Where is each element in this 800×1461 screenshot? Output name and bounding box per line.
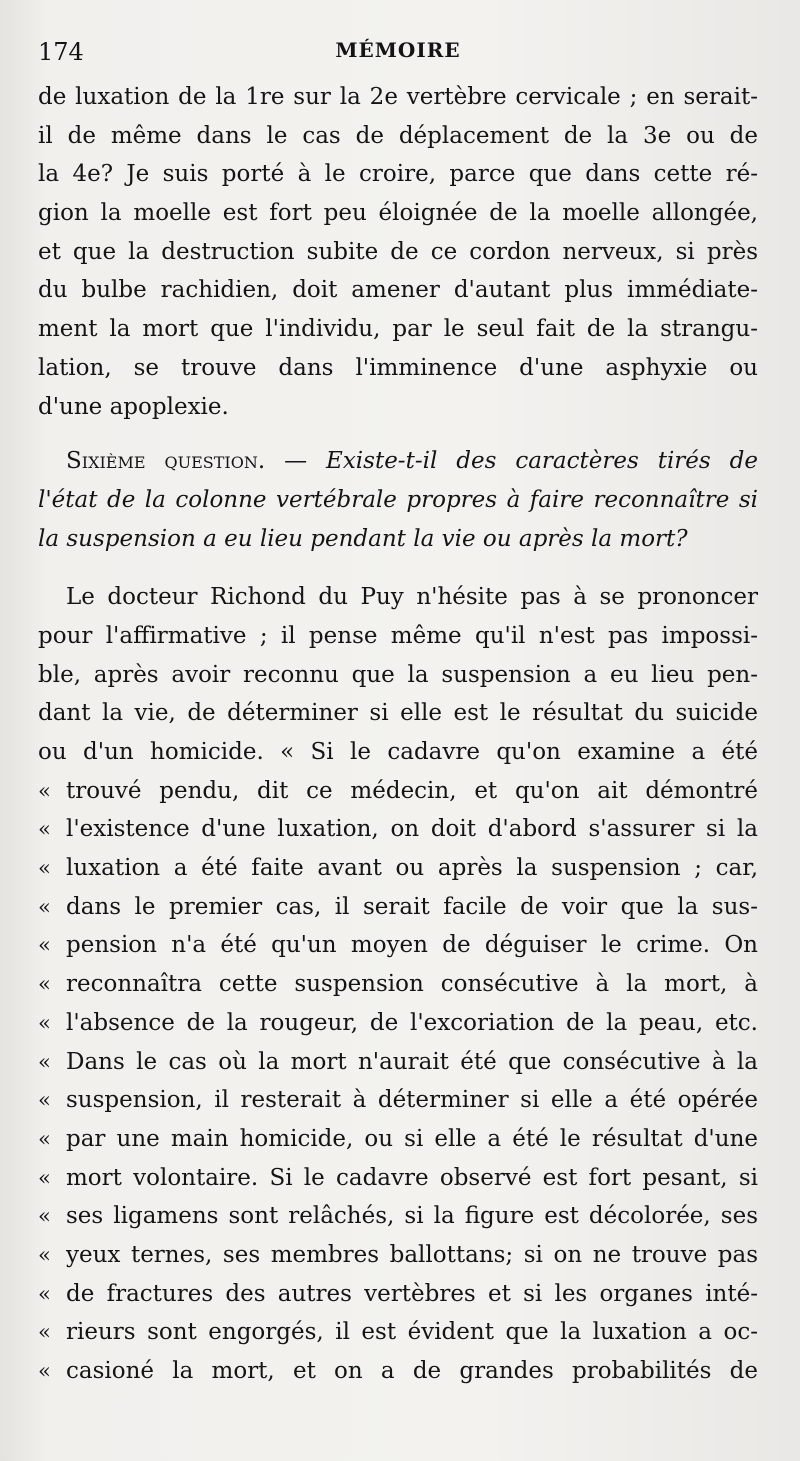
quote-mark: « (38, 894, 51, 919)
text-line: dant la vie, de déterminer si elle est le résultat du suicide (38, 700, 758, 727)
quote-line (38, 926, 758, 965)
quote-mark: « (38, 972, 51, 997)
question-line: l'état de la colonne vertébrale propres à faire reconnaître si (38, 486, 758, 513)
quote-mark: « (38, 778, 51, 803)
quote-line (38, 965, 758, 1004)
quote-mark: « (38, 1126, 51, 1151)
text-line: ment la mort que l'individu, par le seul fait de la strangu- (38, 316, 758, 343)
quote-line (38, 772, 758, 811)
question-heading (38, 442, 758, 558)
quote-text: reconnaîtra cette suspension consécutive à la mort, à (66, 971, 758, 998)
quote-text: rieurs sont engorgés, il est évident que la luxation a oc- (66, 1319, 758, 1346)
text-line: et que la destruction subite de ce cordon nerveux, si près (38, 238, 758, 265)
quote-line (38, 1159, 758, 1198)
quote-text: luxation a été faite avant ou après la suspension ; car, (66, 855, 758, 882)
question-text: Existe-t-il des caractères tirés de (326, 448, 758, 475)
quote-mark: « (38, 1242, 51, 1267)
quote-mark: « (38, 1049, 51, 1074)
text-line: pour l'affirmative ; il pense même qu'il n'est pas impossi- (38, 622, 758, 649)
text-line: ble, après avoir reconnu que la suspension a eu lieu pen- (38, 661, 758, 688)
text-line: de luxation de la 1re sur la 2e vertèbre cervicale ; en serait- (38, 84, 758, 110)
quote-line (38, 1043, 758, 1082)
quote-line (38, 1352, 758, 1391)
quotation (38, 772, 758, 1391)
quote-text: dans le premier cas, il serait facile de voir que la sus- (66, 893, 758, 920)
quote-line (38, 1275, 758, 1314)
question-first-line (38, 442, 758, 481)
quote-line (38, 849, 758, 888)
quote-mark: « (38, 933, 51, 958)
quote-mark: « (38, 1165, 51, 1190)
text-line: lation, se trouve dans l'imminence d'une asphyxie ou (38, 354, 758, 381)
quote-text: l'existence d'une luxation, on doit d'abord s'assurer si la (66, 816, 758, 843)
quote-text: l'absence de la rougeur, de l'excoriation de la peau, etc. (66, 1009, 758, 1036)
quote-line (38, 1120, 758, 1159)
quote-text: casioné la mort, et on a de grandes probabilités de (66, 1358, 758, 1384)
text-line: du bulbe rachidien, doit amener d'autant plus immédiate- (38, 277, 758, 304)
quote-mark: « (38, 1359, 51, 1383)
quote-text: mort volontaire. Si le cadavre observé est fort pesant, si (66, 1164, 758, 1191)
quote-mark: « (38, 1320, 51, 1345)
quote-text: yeux ternes, ses membres ballottans; si on ne trouve pas (66, 1241, 758, 1268)
quote-line (38, 1004, 758, 1043)
quote-mark: « (38, 1204, 51, 1229)
text-line: d'une apoplexie. (38, 393, 229, 420)
quote-text: de fractures des autres vertèbres et si les organes inté- (66, 1280, 758, 1307)
question-label: Sixième question. (66, 448, 266, 475)
quote-text: ses ligamens sont relâchés, si la figure est décolorée, ses (66, 1203, 758, 1230)
text-line: Le docteur Richond du Puy n'hésite pas à se prononcer (66, 584, 758, 611)
quote-text: trouvé pendu, dit ce médecin, et qu'on ait démontré (66, 777, 758, 804)
text-line: gion la moelle est fort peu éloignée de la moelle allongée, (38, 200, 758, 227)
paragraph-1 (38, 78, 758, 426)
quote-mark: « (38, 1281, 51, 1306)
quote-line (38, 1081, 758, 1120)
paragraph-2 (38, 578, 758, 771)
quote-line (38, 888, 758, 927)
quote-mark: « (38, 856, 51, 881)
question-dash: — (265, 448, 327, 475)
running-title: MÉMOIRE (335, 38, 461, 62)
text-line: la 4e? Je suis porté à le croire, parce que dans cette ré- (38, 161, 758, 188)
question-line: la suspension a eu lieu pendant la vie ou après la mort? (38, 525, 688, 552)
quote-line (38, 1313, 758, 1352)
quote-mark: « (38, 1010, 51, 1035)
quote-text: pension n'a été qu'un moyen de déguiser le crime. On (66, 932, 758, 959)
quote-mark: « (38, 1088, 51, 1113)
page-header (38, 38, 758, 78)
quote-text: suspension, il resterait à déterminer si elle a été opérée (66, 1087, 758, 1114)
quote-line (38, 1197, 758, 1236)
text-line: il de même dans le cas de déplacement de la 3e ou de (38, 122, 758, 149)
quote-line (38, 810, 758, 849)
page-number: 174 (38, 38, 84, 66)
quote-line (38, 1236, 758, 1275)
quote-text: Dans le cas où la mort n'aurait été que consécutive à la (66, 1048, 758, 1075)
quote-mark: « (38, 817, 51, 842)
text-line: ou d'un homicide. « Si le cadavre qu'on examine a été (38, 739, 758, 765)
quote-text: par une main homicide, ou si elle a été le résultat d'une (66, 1125, 758, 1152)
